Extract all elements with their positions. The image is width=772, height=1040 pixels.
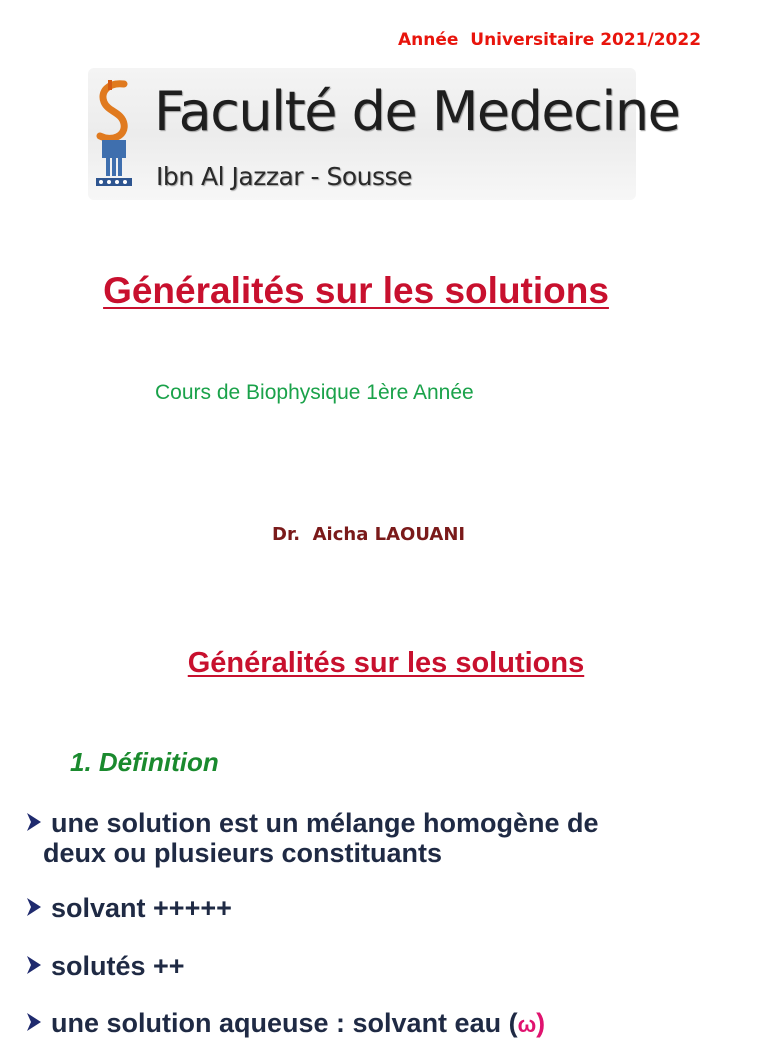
list-item-text: une solution aqueuse : solvant eau ( <box>51 1008 518 1038</box>
omega-symbol: ω <box>517 1012 537 1037</box>
list-item <box>27 808 599 868</box>
arrow-bullet-icon <box>27 956 41 974</box>
page-title: Généralités sur les solutions <box>103 270 609 311</box>
academic-year: Année Universitaire 2021/2022 <box>398 30 702 50</box>
section-title: Généralités sur les solutions <box>187 647 585 679</box>
list-item-continuation: deux ou plusieurs constituants <box>43 838 443 868</box>
arrow-bullet-icon <box>27 813 41 831</box>
arrow-bullet-icon <box>27 1013 41 1031</box>
faculty-location: Ibn Al Jazzar - Sousse <box>156 162 412 191</box>
closing-paren: ) <box>536 1008 546 1038</box>
arrow-bullet-icon <box>27 898 41 916</box>
list-item-text: une solution est un mélange homogène de <box>51 808 599 838</box>
list-item <box>27 893 232 923</box>
list-item <box>27 951 185 981</box>
course-name: Cours de Biophysique 1ère Année <box>155 381 474 404</box>
list-item-text: solvant +++++ <box>51 893 232 923</box>
list-item-text: solutés ++ <box>51 951 185 981</box>
definition-heading: 1. Définition <box>70 747 219 777</box>
author-name: Dr. Aicha LAOUANI <box>272 524 466 545</box>
faculty-logo <box>88 68 680 200</box>
faculty-logo-icon <box>92 78 136 193</box>
list-item <box>27 1008 545 1040</box>
faculty-name: Faculté de Medecine <box>154 80 680 143</box>
